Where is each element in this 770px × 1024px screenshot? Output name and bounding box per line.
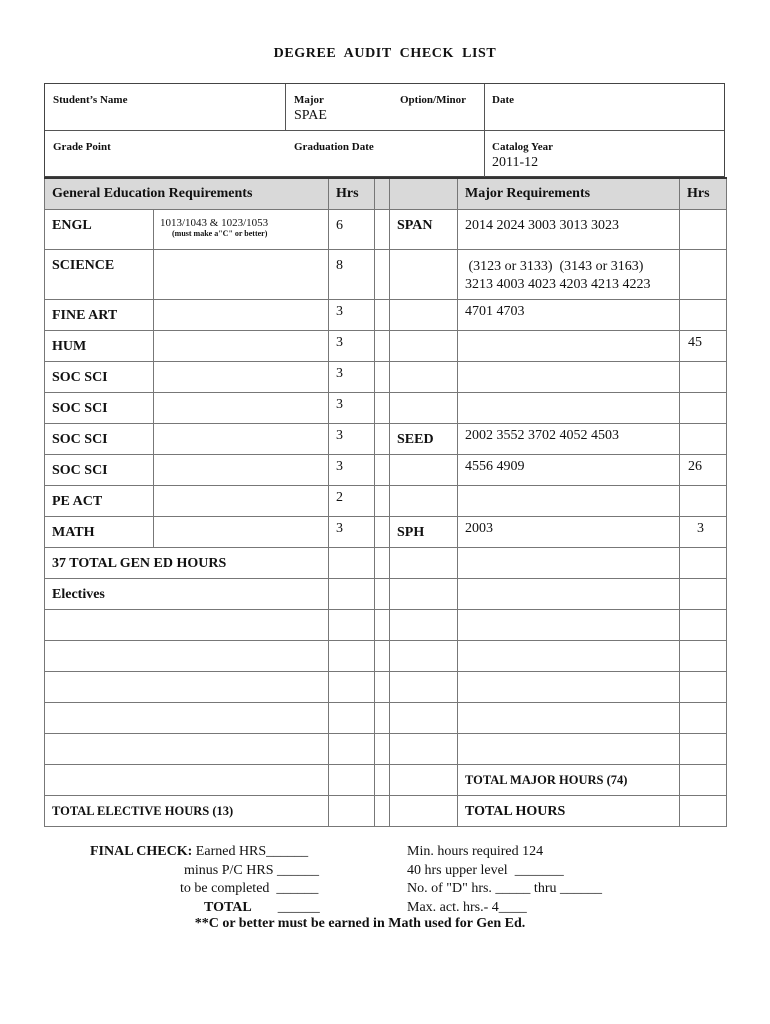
catalog-year-field[interactable] — [492, 141, 553, 171]
final-check-right — [407, 843, 602, 917]
elective-row — [45, 733, 727, 764]
option-minor-field[interactable] — [400, 94, 466, 106]
table-row — [45, 209, 727, 249]
requirements-table — [44, 177, 727, 827]
soc-sci-4-hrs: 3 — [336, 458, 343, 474]
engl-hrs: 6 — [336, 217, 343, 233]
total-hours: TOTAL HOURS — [465, 803, 566, 819]
span-courses-line2: 3213 4003 4023 4203 4213 4223 — [465, 276, 651, 292]
soc-sci-1-hrs: 3 — [336, 365, 343, 381]
math-hrs: 3 — [336, 520, 343, 536]
table-header-row — [45, 178, 727, 209]
subject-pe-act: PE ACT — [52, 493, 103, 509]
soc-sci-3-hrs: 3 — [336, 427, 343, 443]
grade-point-label: Grade Point — [53, 141, 111, 153]
page-title: DEGREE AUDIT CHECK LIST — [273, 46, 497, 61]
gen-ed-header: General Education Requirements — [45, 178, 329, 209]
max-act-hrs: Max. act. hrs.- 4____ — [407, 899, 527, 915]
table-row — [45, 423, 727, 454]
table-row — [45, 454, 727, 485]
catalog-year-value: 2011-12 — [492, 155, 539, 170]
upper-level: 40 hrs upper level _______ — [407, 862, 564, 878]
date-label: Date — [492, 94, 514, 106]
major-code-seed: SEED — [397, 431, 434, 447]
elective-row — [45, 671, 727, 702]
major-field[interactable] — [294, 94, 327, 124]
final-check-label: FINAL CHECK: — [90, 844, 193, 859]
minus-pc-hrs: minus P/C HRS ______ — [184, 862, 319, 878]
seed-courses-line2: 4556 4909 — [465, 458, 525, 474]
subject-hum: HUM — [52, 338, 87, 354]
table-row — [45, 516, 727, 547]
total-elective-hours: TOTAL ELECTIVE HOURS (13) — [52, 803, 234, 818]
table-row — [45, 795, 727, 826]
span-courses: 2014 2024 3003 3013 3023 — [465, 217, 619, 233]
subject-soc-sci-2: SOC SCI — [52, 400, 108, 416]
sph-major-hrs: 3 — [697, 520, 704, 536]
subject-math: MATH — [52, 524, 95, 540]
major-code-span: SPAN — [397, 217, 433, 233]
total-blank: ______ — [277, 899, 320, 915]
table-row — [45, 249, 727, 299]
pe-act-hrs: 2 — [336, 489, 343, 505]
seed-courses-line1: 2002 3552 3702 4052 4503 — [465, 427, 619, 443]
min-hours: Min. hours required 124 — [407, 844, 544, 859]
subject-soc-sci-4: SOC SCI — [52, 462, 108, 478]
table-row — [45, 547, 727, 578]
engl-courses: 1013/1043 & 1023/1053 — [160, 216, 269, 229]
sph-courses: 2003 — [465, 520, 493, 536]
student-name-field[interactable] — [53, 94, 127, 106]
elective-row — [45, 609, 727, 640]
major-hrs-header: Hrs — [680, 178, 727, 209]
span-courses-line3: 4701 4703 — [465, 303, 525, 319]
earned-hrs: Earned HRS______ — [192, 844, 309, 859]
electives-label: Electives — [52, 586, 105, 602]
final-check-left — [90, 843, 320, 917]
date-field[interactable] — [492, 94, 514, 106]
student-info-header — [44, 83, 725, 177]
subject-fine-art: FINE ART — [52, 307, 118, 323]
science-hrs: 8 — [336, 257, 343, 273]
hum-hrs: 3 — [336, 334, 343, 350]
table-row — [45, 299, 727, 330]
total-major-hours: TOTAL MAJOR HOURS (74) — [465, 772, 628, 787]
elective-row — [45, 640, 727, 671]
to-be-completed: to be completed ______ — [180, 881, 319, 896]
option-minor-label: Option/Minor — [400, 94, 467, 106]
fine-art-hrs: 3 — [336, 303, 343, 319]
gen-ed-hrs-header: Hrs — [329, 178, 375, 209]
major-req-header: Major Requirements — [458, 178, 680, 209]
table-row — [45, 330, 727, 361]
table-row — [45, 485, 727, 516]
math-note: **C or better must be earned in Math used for Gen Ed. — [194, 916, 526, 931]
seed-major-hrs: 26 — [688, 458, 702, 474]
subject-science: SCIENCE — [52, 257, 115, 273]
grade-point-field[interactable] — [53, 141, 111, 153]
subject-soc-sci-3: SOC SCI — [52, 431, 108, 447]
subject-soc-sci-1: SOC SCI — [52, 369, 108, 385]
span-courses-line1: (3123 or 3133) (3143 or 3163) — [465, 258, 644, 274]
no-d-hrs: No. of "D" hrs. _____ thru ______ — [407, 881, 602, 896]
table-row — [45, 764, 727, 795]
table-row — [45, 578, 727, 609]
soc-sci-2-hrs: 3 — [336, 396, 343, 412]
student-name-label: Student’s Name — [53, 94, 128, 106]
subject-engl: ENGL — [52, 217, 92, 233]
catalog-year-label: Catalog Year — [492, 141, 553, 153]
graduation-date-field[interactable] — [294, 141, 374, 153]
graduation-date-label: Graduation Date — [294, 141, 374, 153]
table-row — [45, 361, 727, 392]
major-label: Major — [294, 94, 324, 106]
table-row — [45, 392, 727, 423]
total-label: TOTAL — [204, 899, 252, 915]
major-value: SPAE — [294, 108, 327, 123]
span-major-hrs: 45 — [688, 334, 702, 350]
major-code-sph: SPH — [397, 524, 425, 540]
engl-note: (must make a"C" or better) — [172, 228, 268, 238]
elective-row — [45, 702, 727, 733]
total-gen-ed-hours: 37 TOTAL GEN ED HOURS — [52, 555, 227, 571]
